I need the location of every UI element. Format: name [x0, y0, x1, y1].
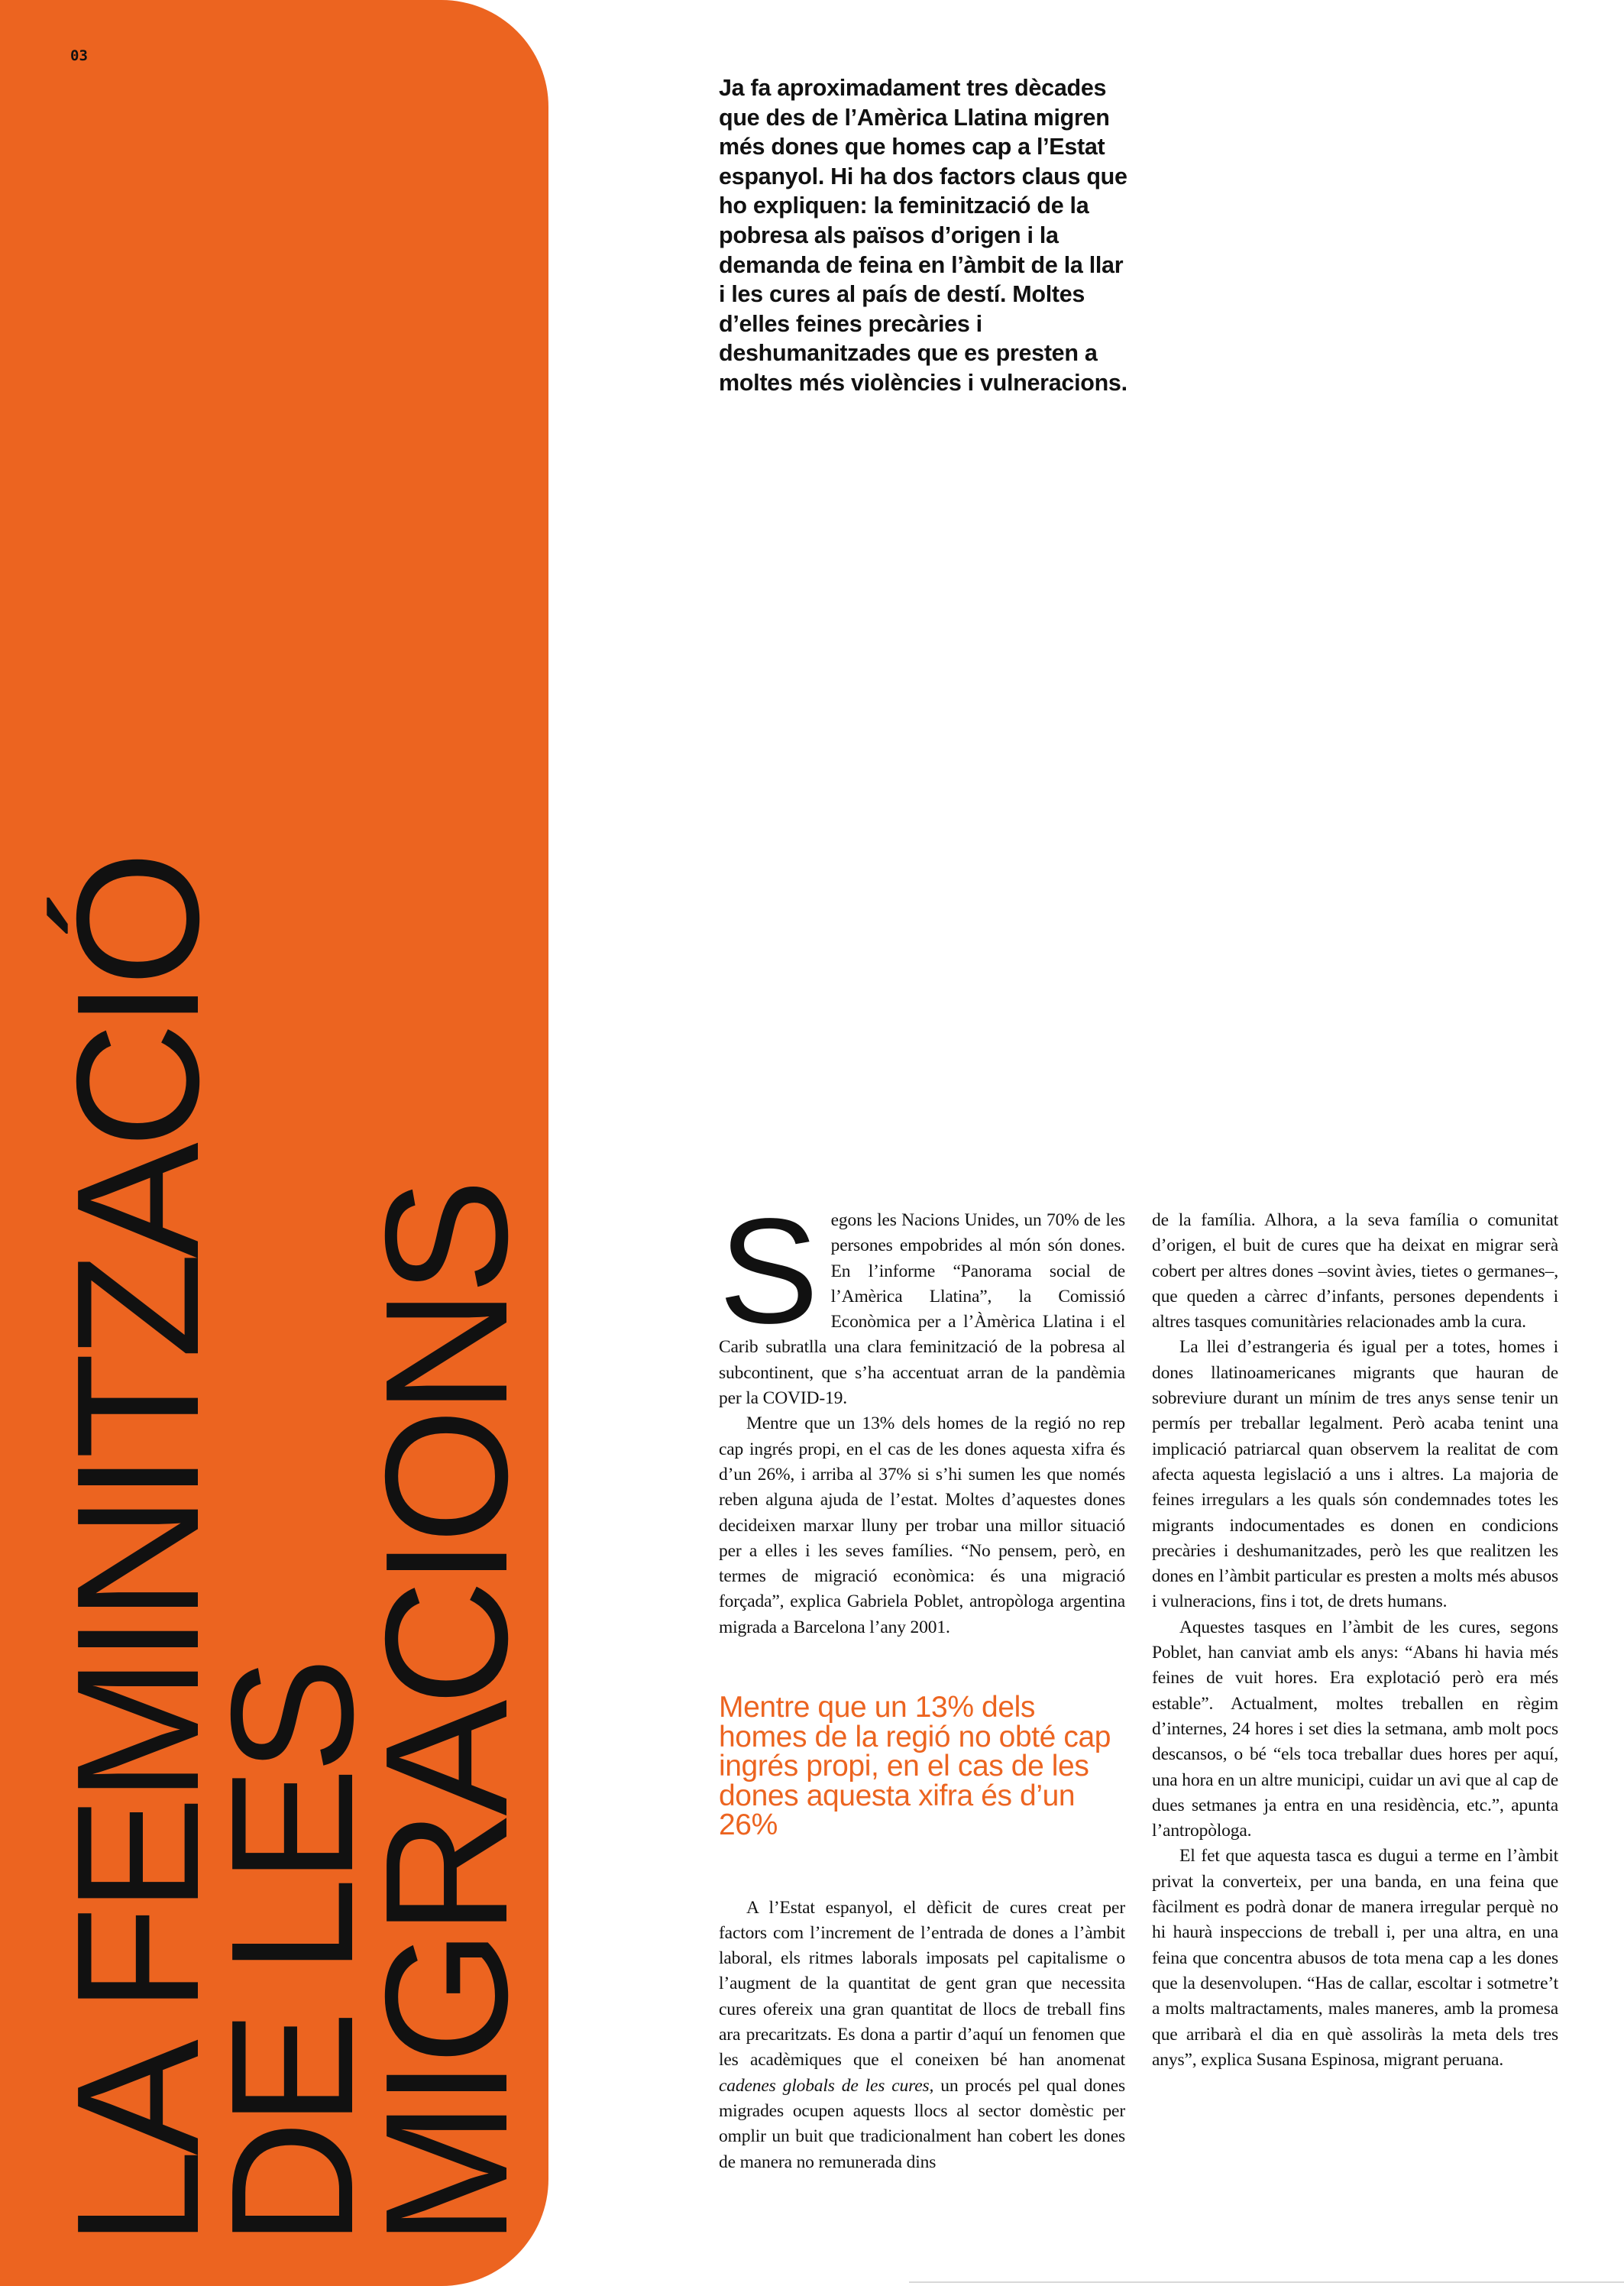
drop-cap: S: [719, 1187, 819, 1355]
paragraph-3-emphasis: cadenes globals de les cures,: [719, 2075, 934, 2096]
article-paragraph-2: Mentre que un 13% dels homes de la regió no rep cap ingrés propi, en el cas de les dones aquesta xifra és d’un 26%, i arriba al 37% si s’hi sumen les que només reben alguna ajuda de l’estat. Moltes d’aquestes dones decideixen marxar lluny per trobar una millor situació per a elles i les seves famílies. “No pensem, però, en termes de migració econòmica: és una migració forçada”, explica Gabriela Poblet, antropòloga argentina migrada a Barcelona l’any 2001.: [719, 1413, 1125, 1637]
paragraph-1-text: egons les Nacions Unides, un 70% de les persones empobrides al món són dones. En l’informe “Panorama social de l’Amèrica Llatina”, la Comissió Econòmica per a l’Àmèrica Llatina i el Carib subratlla una clara feminització de la pobresa al subcontinent, que s’ha accentuat arran de la pandèmia per la COVID-19.: [719, 1210, 1125, 1409]
article-paragraph-1: [719, 1187, 1125, 1411]
paragraph-3-text-a: A l’Estat espanyol, el dèficit de cures creat per factors com l’increment de l’entrada de dones a l’àmbit laboral, els ritmes laborals imposats pel capitalisme o l’augment de la quantitat de gent gran que necessita cures ofereix una gran quantitat de llocs de treball fins ara precaritzats. Es dona a partir d’aquí un fenomen que les acadèmiques que el coneixen bé han anomenat: [719, 1897, 1125, 2071]
vertical-title: [41, 856, 544, 2246]
intro-lead-paragraph: Ja fa aproximadament tres dècades que des de l’Amèrica Llatina migren més dones que homes cap a l’Estat espanyol. Hi ha dos factors claus que ho expliquen: la feminització de la pobresa als països d’origen i la demanda de feina en l’àmbit de la llar i les cures al país de destí. Moltes d’elles feines precàries i deshumanitzades que es presten a moltes més violències i vulneracions.: [719, 75, 1127, 396]
pull-quote: Mentre que un 13% dels homes de la regió no obté cap ingrés propi, en el cas de les dones aquesta xifra és d’un 26%: [719, 1691, 1111, 1842]
title-line-1: LA FEMINITZACIÓ: [41, 856, 235, 2246]
article-paragraph-5: La llei d’estrangeria és igual per a totes, homes i dones llatinoamericanes migrants que hauran de sobreviure durant un mínim de tres anys sense tenir un permís per treballar legalment. Però acaba tenint una implicació patriarcal quan observem la realitat de com afecta aquesta legislació a uns i altres. La majoria de feines irregulars a les quals són condemnades totes les migrants indocumentades es donen en condicions precàries i deshumanitzades, però les que realitzen les dones en l’àmbit particular es presten a molts més abusos i vulneracions, fins i tot, de drets humans.: [1152, 1337, 1558, 1612]
article-column-2: [1152, 1208, 1558, 2073]
article-paragraph-4: de la família. Alhora, a la seva família o comunitat d’origen, el buit de cures que ha deixat en migrar serà cobert per altres dones –sovint àvies, tietes o germanes–, que queden a càrrec d’infants, persones dependents i altres tasques comunitàries relacionades amb la cura.: [1152, 1210, 1558, 1332]
paragraph-3-text-b: un procés pel qual dones migrades ocupen aquests llocs al sector domèstic per omplir un buit que tradicionalment han cobert les dones de manera no remunerada dins: [719, 2075, 1126, 2172]
article-paragraph-7: El fet que aquesta tasca es dugui a terme en l’àmbit privat la converteix, per una banda, en una feina que fàcilment es podrà donar de manera irregular perquè no hi haurà inspeccions de treball i, per una altra, en una feina que concentra abusos de tota mena cap a les dones que la desenvolupen. “Has de callar, escoltar i sotmetre’t a molts maltractaments, males maneres, amb la promesa que arribarà el dia en què assoliràs la meta dels tres anys”, explica Susana Espinosa, migrant peruana.: [1152, 1846, 1558, 2070]
article-column-1: [719, 1187, 1126, 2175]
bottom-rule: [909, 2281, 1624, 2283]
title-line-3: MIGRACIONS: [350, 1184, 544, 2246]
title-line-2: DE LES: [196, 1663, 390, 2246]
article-paragraph-3: [719, 1896, 1125, 2175]
page-number: 03: [70, 47, 88, 64]
article-paragraph-6: Aquestes tasques en l’àmbit de les cures, segons Poblet, han canviat amb els anys: “Abans hi havia més feines de vuit hores. Era explotació però era més estable”. Actualment, moltes treballen en règim d’internes, 24 hores i set dies la setmana, amb molt pocs descansos, o bé “els toca treballar dues hores per aquí, una hora en un altre municipi, cuidar un avi que al cap de dues setmanes ja entra en una residència, etc.”, apunta l’antropòloga.: [1152, 1617, 1558, 1841]
